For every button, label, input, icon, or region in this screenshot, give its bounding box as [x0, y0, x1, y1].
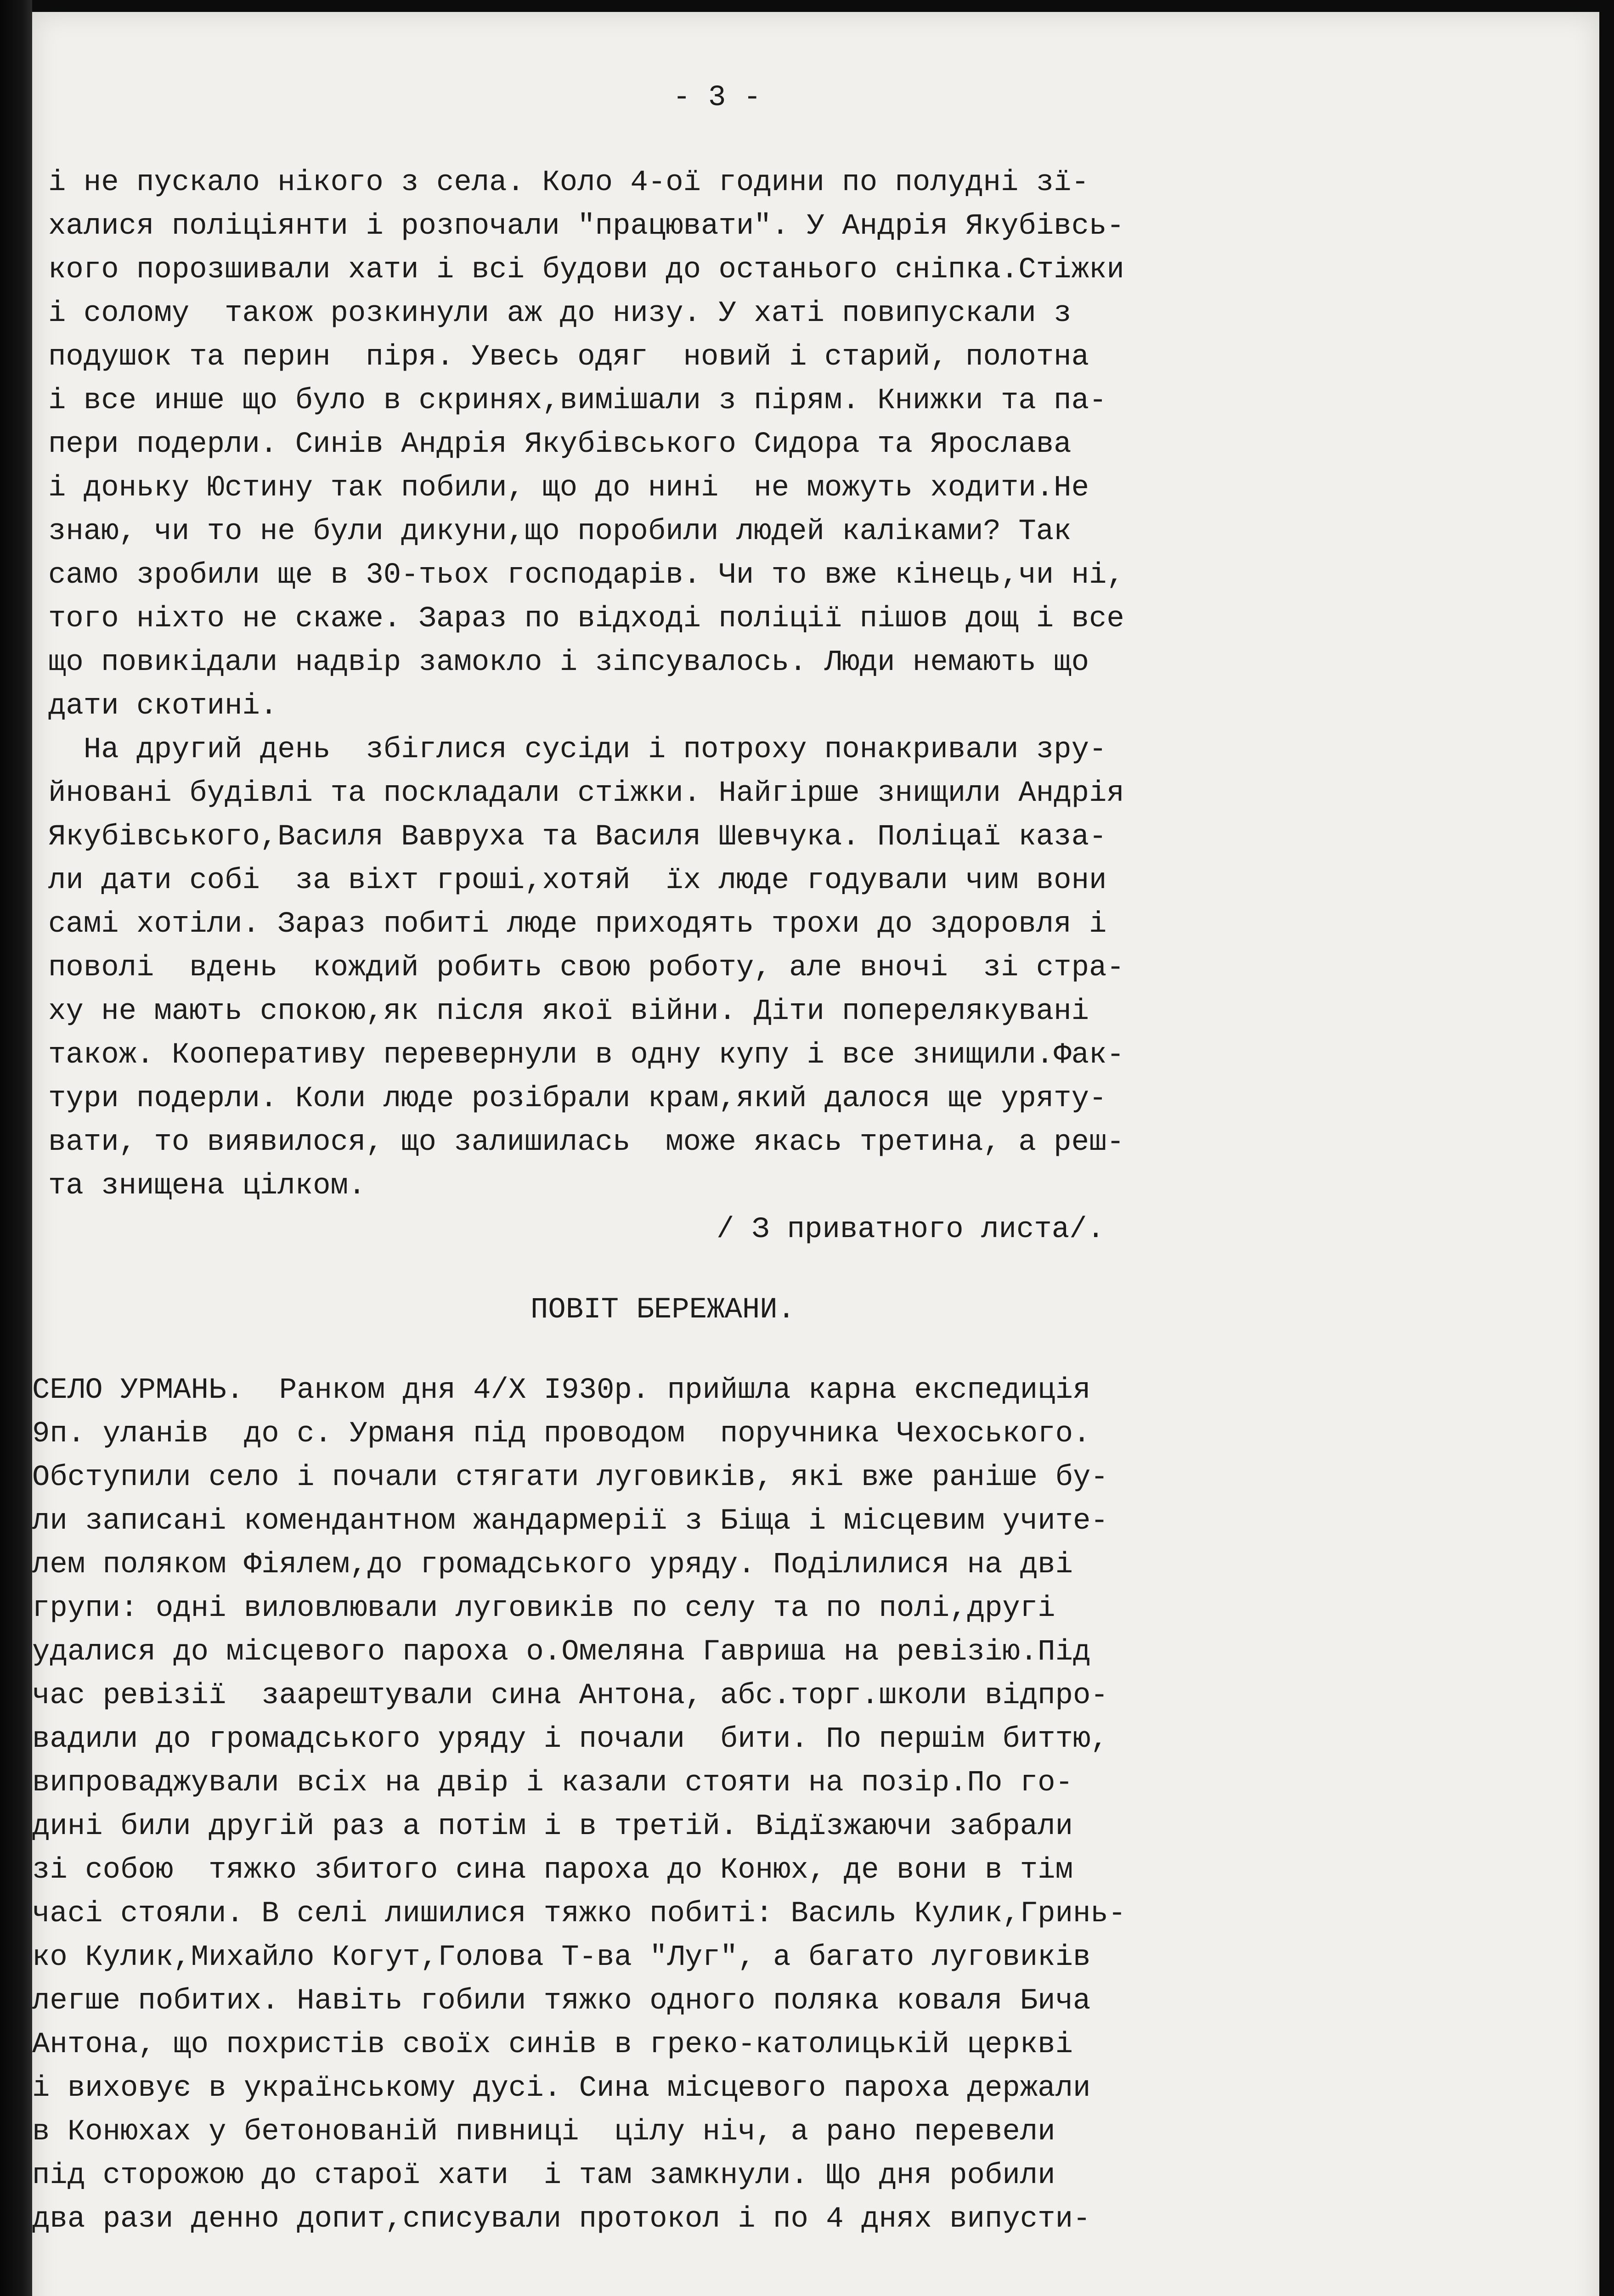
text-line: лем поляком Фіялем,до громадського уряду. Поділилися на дві: [32, 1548, 1073, 1581]
text-line: вадили до громадського уряду і почали бити. По першім биттю,: [32, 1723, 1108, 1756]
text-line: того ніхто не скаже. Зараз по відході поліції пішов дощ і все: [48, 602, 1124, 636]
text-line: Антона, що похристів своїх синів в греко-католицькій церкві: [32, 2028, 1073, 2061]
text-line: легше побитих. Навіть гобили тяжко одного поляка коваля Бича: [32, 1985, 1091, 2018]
text-line: та знищена цілком.: [48, 1170, 366, 1203]
text-line: два рази денно допит,списували протокол і по 4 днях випусти-: [32, 2203, 1091, 2236]
text-line: кого порозшивали хати і всі будови до останього сніпка.Стіжки: [48, 253, 1124, 287]
text-line: і виховує в українському дусі. Сина місцевого пароха держали: [32, 2072, 1091, 2105]
text-line: йновані будівлі та поскладали стіжки. Найгірше знищили Андрія: [48, 777, 1124, 810]
text-line: ху не мають спокою,як після якої війни. Діти поперелякувані: [48, 995, 1089, 1028]
source-note: / З приватного листа/.: [717, 1213, 1105, 1246]
text-line: Якубівського,Василя Вавруха та Василя Шевчука. Поліцаї каза-: [48, 821, 1107, 854]
text-line: часі стояли. В селі лишилися тяжко побиті: Василь Кулик,Гринь-: [32, 1897, 1126, 1930]
text-line: що повикідали надвір замокло і зіпсувалось. Люди немають що: [48, 646, 1089, 679]
text-line: На другий день збіглися сусіди і потроху понакривали зру-: [48, 733, 1107, 766]
text-line: само зробили ще в 30-тьох господарів. Чи то вже кінець,чи ні,: [48, 559, 1124, 592]
text-line: вати, то виявилося, що залишилась може якась третина, а реш-: [48, 1126, 1124, 1159]
text-line: дині били другій раз а потім і в третій. Відїзжаючи забрали: [32, 1810, 1073, 1843]
text-line: зі собою тяжко збитого сина пароха до Конюх, де вони в тім: [32, 1854, 1073, 1887]
binding-edge: [0, 0, 32, 2296]
text-line: удалися до місцевого пароха о.Омеляна Гавриша на ревізію.Під: [32, 1636, 1091, 1669]
text-line: самі хотіли. Зараз побиті люде приходять трохи до здоровля і: [48, 908, 1107, 941]
section-two-text: [32, 1374, 1599, 2296]
text-line: групи: одні виловлювали луговиків по селу та по полі,другі: [32, 1592, 1055, 1625]
text-line: 9п. уланів до с. Урманя під проводом поручника Чехоського.: [32, 1418, 1091, 1451]
text-line: Обступили село і почали стягати луговиків, які вже раніше бу-: [32, 1461, 1108, 1494]
text-line: випроваджували всіх на двір і казали стояти на позір.По го-: [32, 1767, 1073, 1800]
text-line: і не пускало нікого з села. Коло 4-ої години по полудні зї-: [48, 166, 1089, 199]
text-line: ли записані комендантном жандармерії з Біща і місцевим учите-: [32, 1505, 1108, 1538]
text-line: пери подерли. Синів Андрія Якубівського Сидора та Ярослава: [48, 428, 1072, 461]
text-line: СЕЛО УРМАНЬ. Ранком дня 4/Х І930р. прийшла карна експедиція: [32, 1374, 1091, 1407]
text-line: в Конюхах у бетонованій пивниці цілу ніч, а рано перевели: [32, 2116, 1055, 2149]
text-line: час ревізії заарештували сина Антона, абс.торг.школи відпро-: [32, 1679, 1108, 1712]
district-heading: ПОВІТ БЕРЕЖАНИ.: [530, 1294, 796, 1327]
text-line: халися поліціянти і розпочали "працювати". У Андрія Якубівсь-: [48, 210, 1124, 243]
text-line: дати скотині.: [48, 690, 278, 723]
text-line: ко Кулик,Михайло Когут,Голова Т-ва "Луг", а багато луговиків: [32, 1941, 1091, 1974]
text-line: і доньку Юстину так побили, що до нині не можуть ходити.Не: [48, 472, 1089, 505]
text-line: тури подерли. Коли люде розібрали крам,який далося ще уряту-: [48, 1082, 1107, 1115]
text-line: також. Кооперативу перевернули в одну купу і все знищили.Фак-: [48, 1039, 1124, 1072]
text-line: під сторожою до старої хати і там замкнули. Що дня робили: [32, 2159, 1055, 2192]
text-line: знаю, чи то не були дикуни,що поробили людей каліками? Так: [48, 515, 1072, 548]
page-number: - 3 -: [673, 81, 762, 114]
text-line: подушок та перин піря. Увесь одяг новий і старий, полотна: [48, 341, 1089, 374]
text-line: поволі вдень кождий робить свою роботу, але вночі зі стра-: [48, 951, 1124, 985]
typewritten-page: [32, 12, 1599, 2296]
section-one-text: [32, 166, 1599, 1364]
text-line: і солому також розкинули аж до низу. У хаті повипускали з: [48, 297, 1072, 330]
text-line: і все инше що було в скринях,вимішали з пірям. Книжки та па-: [48, 384, 1107, 417]
text-line: ли дати собі за віхт гроші,хотяй їх люде годували чим вони: [48, 864, 1107, 897]
